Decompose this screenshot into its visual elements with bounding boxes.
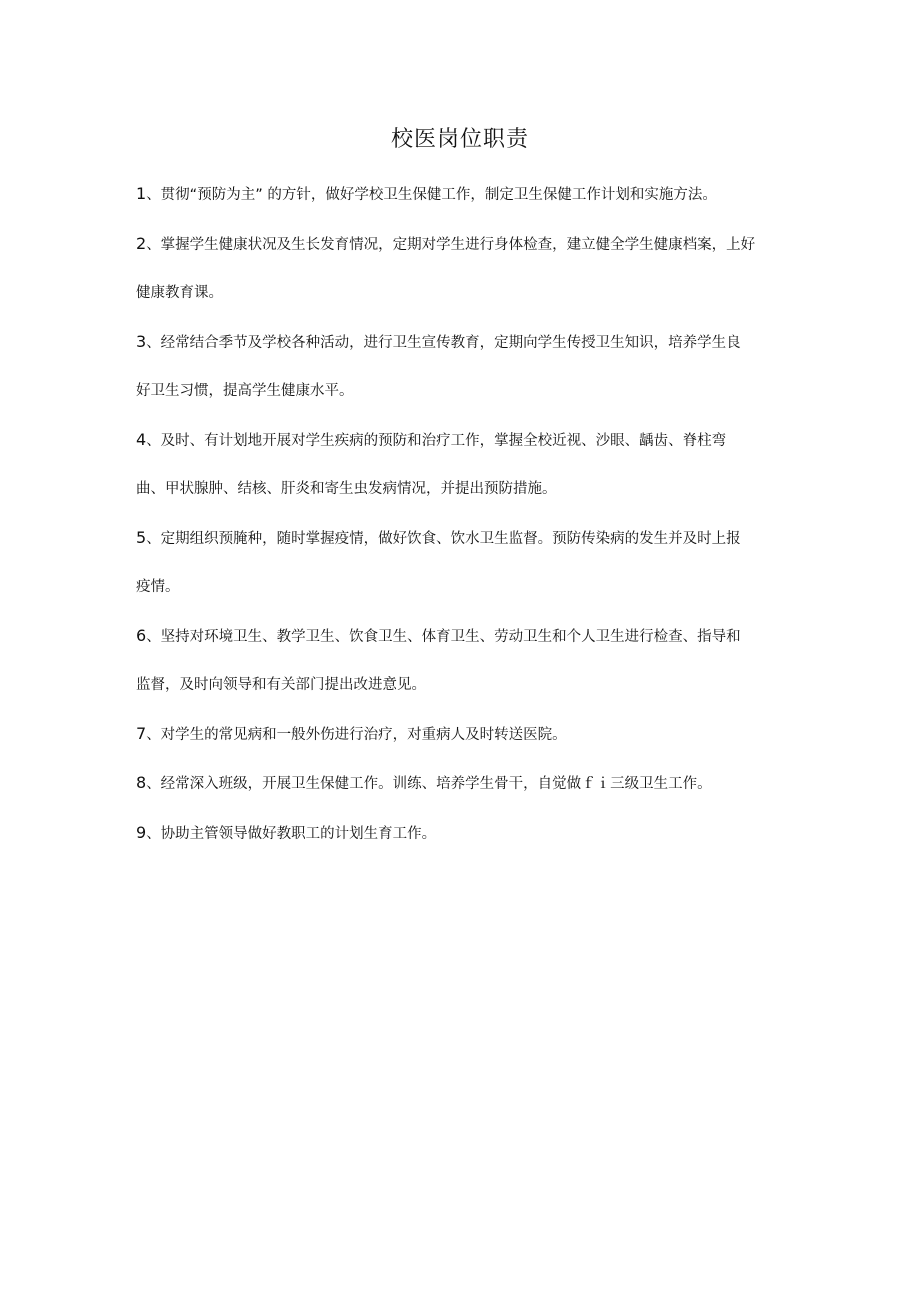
duty-line-continued: 疫情。	[136, 579, 180, 595]
duty-item	[136, 416, 796, 514]
duty-line	[136, 220, 796, 270]
duty-line	[136, 809, 796, 859]
duty-item	[136, 514, 796, 612]
duty-item	[136, 170, 796, 220]
item-number: 1	[136, 184, 147, 203]
duty-item	[136, 612, 796, 710]
duty-line-continued: 监督，及时向领导和有关部门提出改进意见。	[136, 677, 426, 693]
item-number: 9	[136, 822, 147, 842]
duty-list	[136, 170, 796, 858]
duty-line	[136, 514, 796, 564]
duty-item	[136, 220, 796, 318]
item-number: 6	[136, 625, 147, 645]
item-text: 、经常深入班级，开展卫生保健工作。训练、培养学生骨干，自觉做ｆｉ三级卫生工作。	[146, 776, 712, 792]
item-text: 、坚持对环境卫生、教学卫生、饮食卫生、体育卫生、劳动卫生和个人卫生进行检查、指导和	[146, 628, 741, 645]
item-text: 、协助主管领导做好教职工的计划生育工作。	[146, 825, 437, 842]
item-text: 、及时、有计划地开展对学生疾病的预防和治疗工作，掌握全校近视、沙眼、龋齿、脊柱弯	[146, 432, 727, 449]
item-number: 8	[136, 773, 147, 792]
duty-line	[136, 170, 796, 220]
duty-line	[136, 759, 796, 809]
item-text: 、经常结合季节及学校各种活动，进行卫生宣传教育，定期向学生传授卫生知识，培养学生良	[146, 334, 741, 351]
duty-item	[136, 318, 796, 416]
item-text: 、定期组织预腌种，随时掌握疫情，做好饮食、饮水卫生监督。预防传染病的发生并及时上报	[146, 530, 741, 547]
duty-line	[136, 710, 796, 760]
item-number: 2	[136, 233, 147, 253]
duty-line	[136, 612, 796, 662]
item-number: 4	[136, 429, 147, 449]
duty-item	[136, 759, 796, 809]
duty-item	[136, 710, 796, 760]
duty-line	[136, 416, 796, 466]
document-title: 校医岗位职责	[390, 127, 529, 152]
item-number: 5	[136, 527, 147, 547]
duty-line-continued: 健康教育课。	[136, 285, 223, 301]
item-text: 、掌握学生健康状况及生长发育情况，定期对学生进行身体检查，建立健全学生健康档案，上好	[146, 236, 756, 253]
duty-line-continued: 曲、甲状腺肿、结核、肝炎和寄生虫发病情况，并提出预防措施。	[136, 481, 557, 497]
item-number: 3	[136, 331, 147, 351]
duty-item	[136, 809, 796, 859]
item-text: 、贯彻“预防为主” 的方针，做好学校卫生保健工作，制定卫生保健工作计划和实施方法。	[146, 187, 717, 203]
duty-line	[136, 318, 796, 368]
item-text: 、对学生的常见病和一般外伤进行治疗，对重病人及时转送医院。	[146, 726, 567, 743]
duty-line-continued: 好卫生习惯，提高学生健康水平。	[136, 383, 354, 399]
item-number: 7	[136, 723, 147, 743]
